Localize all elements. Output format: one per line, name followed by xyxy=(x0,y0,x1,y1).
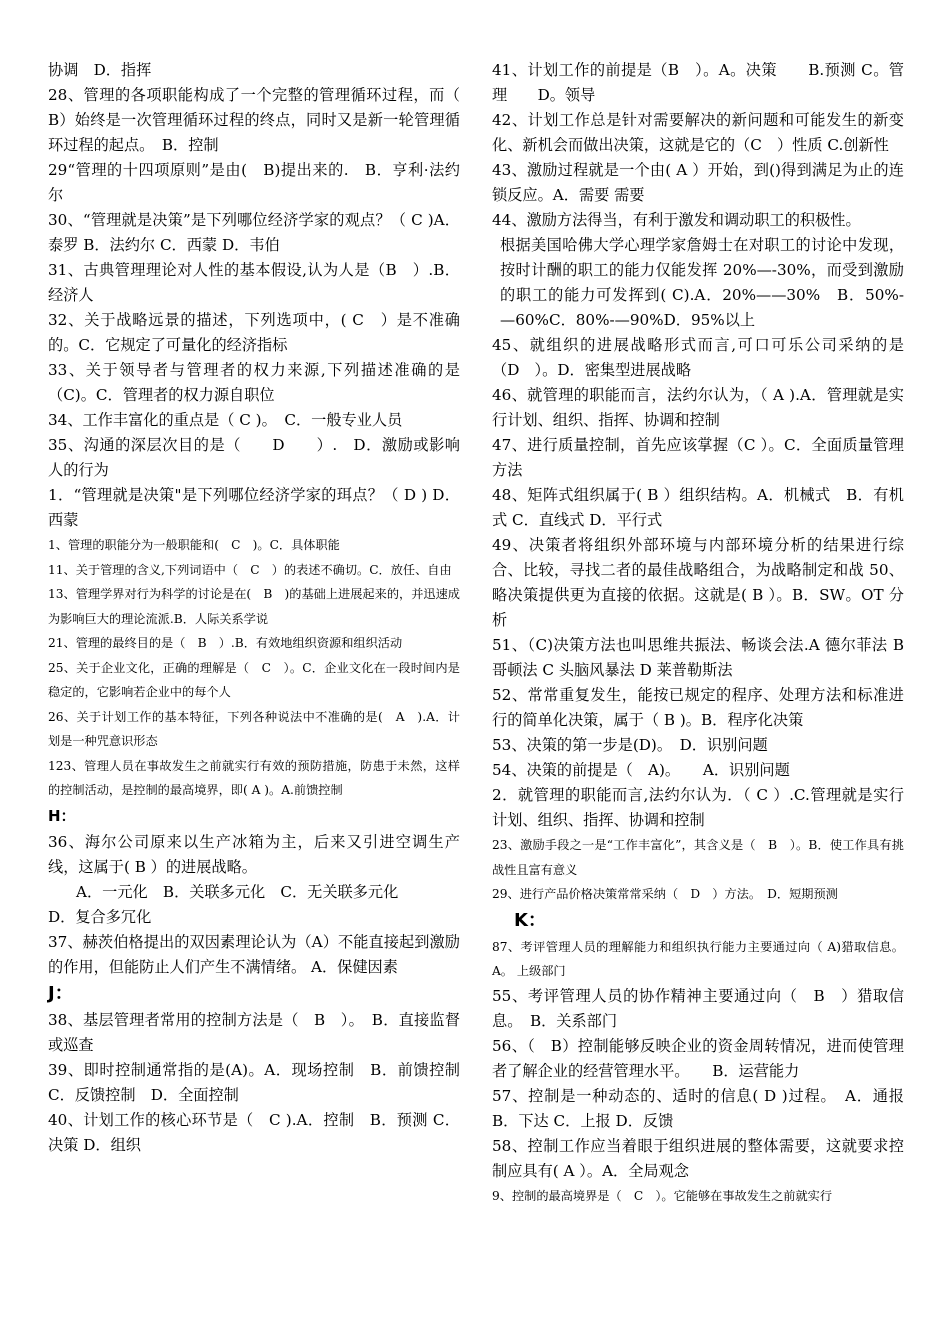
question-paragraph: 13、管理学界对行为科学的讨论是在( B )的基础上进展起来的，并迅速成为影响巨大的理论流派.B．人际关系学说 xyxy=(48,587,460,626)
question-paragraph: 21、管理的最终目的是（ B ）.B．有效地组织资源和组织活动 xyxy=(48,636,403,650)
question-paragraph: 45、就组织的进展战略形式而言,可口可乐公司采纳的是（D ）。D．密集型进展战略 xyxy=(492,336,904,379)
question-paragraph: 2．就管理的职能而言,法约尔认为．（ C ）.C.管理就是实行计划、组织、指挥、协调和控制 xyxy=(492,786,904,829)
question-paragraph: 协调 D．指挥 xyxy=(48,61,152,79)
question-paragraph: 46、就管理的职能而言，法约尔认为，（ A ).A．管理就是实行计划、组织、指挥、协调和控制 xyxy=(492,386,904,429)
question-paragraph: 38、基层管理者常用的控制方法是（ B ）。 B．直接监督或巡查 xyxy=(48,1010,460,1054)
question-paragraph: A．一元化 B．关联多元化 C．无关联多元化 xyxy=(76,882,399,901)
question-paragraph: 55、考评管理人员的协作精神主要通过向（ B ）猎取信息。 B．关系部门 xyxy=(492,986,904,1030)
question-paragraph: 29“管理的十四项原则”是由( B)提出来的. B．亨利·法约尔 xyxy=(48,161,460,204)
question-paragraph: 42、计划工作总是针对需要解决的新问题和可能发生的新变化、新机会而做出决策，这就是它的（C ）性质 C.创新性 xyxy=(492,111,904,154)
question-paragraph: 31、古典管理理论对人性的基本假设,认为人是（B ）.B．经济人 xyxy=(48,261,460,304)
section-heading: K： xyxy=(514,909,546,931)
section-heading: H： xyxy=(48,806,76,825)
question-paragraph: 41、计划工作的前提是（B ）。A。决策 B.预测 C。管理 D。领导 xyxy=(492,61,904,104)
question-paragraph: 35、沟通的深层次目的是（ D ）. D．激励或影响人的行为 xyxy=(48,436,460,479)
section-heading: J： xyxy=(48,982,73,1004)
question-paragraph: 56、（ B）控制能够反映企业的资金周转情况，进而使管理者了解企业的经营管理水平。 B．运营能力 xyxy=(492,1036,904,1080)
question-paragraph: 58、控制工作应当着眼于组织进展的整体需要，这就要求控制应具有( A ）。A．全局观念 xyxy=(492,1136,904,1180)
question-paragraph: 36、海尔公司原来以生产冰箱为主，后来又引进空调生产线，这属于( B ）的进展战略。 xyxy=(48,832,460,876)
question-paragraph: 29、进行产品价格决策常常采纳（ D ）方法。 D．短期预测 xyxy=(492,887,838,901)
question-paragraph: 23、激励手段之一是“工作丰富化”，其含义是（ B ）。B．使工作具有挑战性且富有意义 xyxy=(492,838,904,877)
question-paragraph: D．复合多冗化 xyxy=(48,907,152,926)
question-paragraph: 49、决策者将组织外部环境与内部环境分析的结果进行综合、比较，寻找二者的最佳战略组合，为战略制定和战 50、略决策提供更为直接的依据。这就是( B ）。B．SW。OT 分析 xyxy=(492,536,904,629)
question-paragraph: 47、进行质量控制，首先应该掌握（C ）。C．全面质量管理方法 xyxy=(492,436,904,479)
question-paragraph: 33、关于领导者与管理者的权力来源,下列描述准确的是（C)。C．管理者的权力源自职位 xyxy=(48,361,460,404)
question-paragraph: 34、工作丰富化的重点是（ C )。 C．一般专业人员 xyxy=(48,411,403,429)
question-paragraph: 根据美国哈佛大学心理学家詹姆士在对职工的讨论中发现，按时计酬的职工的能力仅能发挥 20%—-30%，而受到激励的职工的能力可发挥到( C).A．20%——30% B．50%-—60%C．80%-—90%D．95%以上 xyxy=(500,236,904,329)
question-paragraph: 37、赫茨伯格提出的双因素理论认为（A）不能直接起到激励的作用，但能防止人们产生不满情绪。 A．保健因素 xyxy=(48,932,460,976)
question-paragraph: 25、关于企业文化，正确的理解是（ C ）。C．企业文化在一段时间内是稳定的，它影响若企业中的每个人 xyxy=(48,660,460,699)
question-paragraph: 11、关于管理的含义,下列词语中（ C ）的表述不确切。C．放任、自由 xyxy=(48,562,452,577)
question-paragraph: 44、激励方法得当，有利于激发和调动职工的积极性。 xyxy=(492,211,861,229)
left-column xyxy=(48,58,481,1158)
question-paragraph: 32、关于战略远景的描述，下列选项中，( C ）是不准确的。C．它规定了可量化的经济指标 xyxy=(48,311,460,354)
question-paragraph: 57、控制是一种动态的、适时的信息( D )过程。 A．通报 B．下达 C．上报 D．反馈 xyxy=(492,1086,904,1130)
question-paragraph: 28、管理的各项职能构成了一个完整的管理循环过程，而（ B）始终是一次管理循环过程的终点，同时又是新一轮管理循环过程的起点。 B．控制 xyxy=(48,86,481,154)
question-paragraph: 43、激励过程就是一个由( A ）开始，到()得到满足为止的连锁反应。A．需要 需要 xyxy=(492,161,904,204)
question-paragraph: 40、计划工作的核心环节是（ C ).A．控制 B．预测 C．决策 D．组织 xyxy=(48,1110,460,1154)
right-column xyxy=(492,58,904,1208)
question-paragraph: 51、（C)决策方法也叫思维共振法、畅谈会法.A 德尔菲法 B 哥顿法 C 头脑风暴法 D 莱普勒斯法 xyxy=(492,636,904,679)
question-paragraph: 87、考评管理人员的理解能力和组织执行能力主要通过向（ A)猎取信息。A。 上级部门 xyxy=(492,939,904,978)
question-paragraph: 26、关于计划工作的基本特征，下列各种说法中不准确的是( A ).A．计划是一种咒意识形态 xyxy=(48,709,460,748)
question-paragraph: 54、决策的前提是（ A)。 A．识别问题 xyxy=(492,761,790,779)
question-paragraph: 48、矩阵式组织属于( B ）组织结构。A．机械式 B．有机式 C．直线式 D．平行式 xyxy=(492,486,904,529)
question-paragraph: 1．“管理就是决策"是下列哪位经济学家的珥点？（ D ) D．西蒙 xyxy=(48,486,460,529)
question-paragraph: 123、管理人员在事故发生之前就实行有效的预防措施，防患于未然，这样的控制活动，是控制的最高境界，即( A )。A.前馈控制 xyxy=(48,758,460,797)
question-paragraph: 1、管理的职能分为一般职能和( C )。C．具体职能 xyxy=(48,538,340,552)
question-paragraph: 9、控制的最高境界是（ C ）。它能够在事故发生之前就实行 xyxy=(492,1188,833,1203)
question-paragraph: 53、决策的第一步是(D)。 D．识别问题 xyxy=(492,736,768,754)
question-paragraph: 30、“管理就是决策”是下列哪位经济学家的观点？（ C )A．泰罗 B．法约尔 C．西蒙 D．韦伯 xyxy=(48,211,460,254)
question-paragraph: 39、即时控制通常指的是(A)。A．现场控制 B．前馈控制 C．反馈控制 D．全面控制 xyxy=(48,1060,460,1104)
question-paragraph: 52、常常重复发生，能按已规定的程序、处理方法和标准进行的简单化决策，属于（ B )。B．程序化决策 xyxy=(492,686,904,729)
